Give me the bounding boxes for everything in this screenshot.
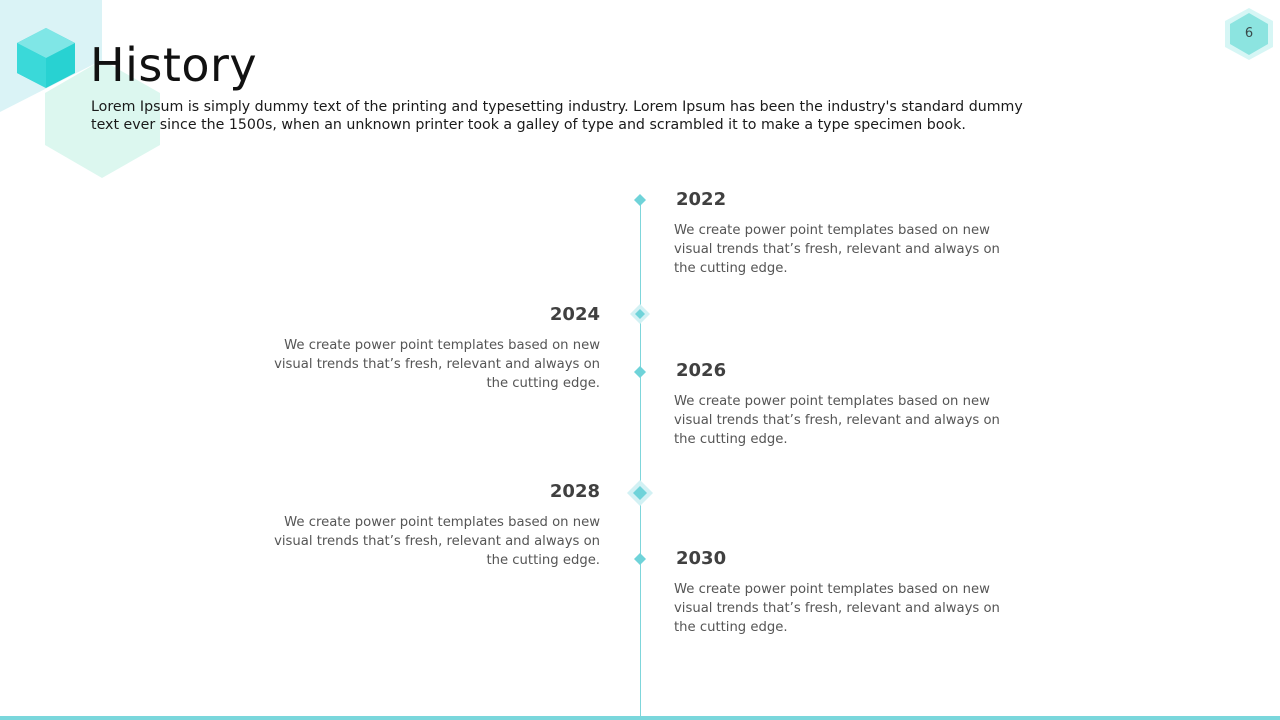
page-subtitle: Lorem Ipsum is simply dummy text of the printing and typesetting industry. Lorem Ipsum has been the industry's standard dummy text ever since the 1500s, when an unknown printer took a galley of type and scrambled it to make a type specimen book. — [91, 99, 1023, 133]
event-year-2028: 2028 — [549, 481, 600, 502]
event-year-2024: 2024 — [549, 304, 600, 325]
timeline-marker-2030 — [633, 552, 647, 566]
event-description-2026: We create power point templates based on new visual trends that’s fresh, relevant and always on the cutting edge. — [674, 394, 1000, 447]
timeline-marker-2024 — [629, 303, 651, 325]
event-description-2024: We create power point templates based on new visual trends that’s fresh, relevant and always on the cutting edge. — [274, 338, 600, 391]
page-number: 6 — [1244, 26, 1254, 41]
timeline-marker-2026 — [633, 365, 647, 379]
timeline-marker-2022 — [633, 193, 647, 207]
bottom-accent-bar — [0, 716, 1280, 720]
event-year-2030: 2030 — [676, 548, 727, 569]
event-year-2022: 2022 — [676, 189, 727, 210]
page-title: History — [90, 38, 258, 92]
event-description-2022: We create power point templates based on new visual trends that’s fresh, relevant and always on the cutting edge. — [674, 223, 1000, 276]
event-year-2026: 2026 — [676, 360, 727, 381]
timeline-line — [640, 200, 641, 718]
event-description-2028: We create power point templates based on new visual trends that’s fresh, relevant and always on the cutting edge. — [274, 515, 600, 568]
event-description-2030: We create power point templates based on new visual trends that’s fresh, relevant and always on the cutting edge. — [674, 582, 1000, 635]
timeline-marker-2028 — [626, 479, 654, 507]
